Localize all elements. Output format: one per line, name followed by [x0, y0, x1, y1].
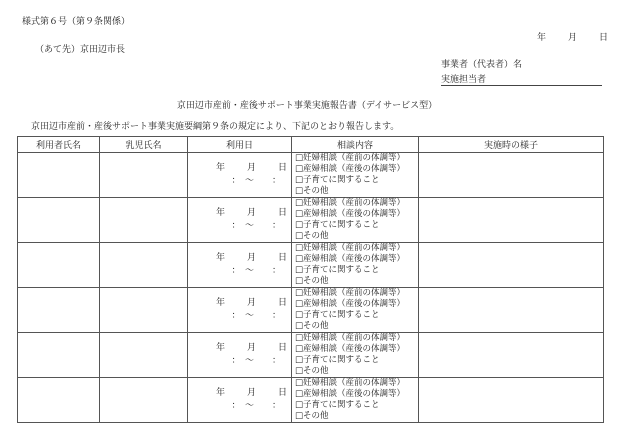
consult-checkbox-option[interactable]: □妊婦相談（産前の体調等）: [295, 153, 406, 163]
user-name-cell[interactable]: [18, 243, 100, 288]
time-range: ： ～ ：: [231, 311, 281, 321]
header-infant-name: 乳児氏名: [100, 137, 188, 153]
consult-checkbox-option[interactable]: □妊婦相談（産前の体調等）: [295, 198, 406, 208]
year-label: 年: [215, 343, 225, 353]
consult-checkbox-option[interactable]: □産婦相談（産後の体調等）: [295, 344, 406, 354]
consult-checkbox-option[interactable]: □妊婦相談（産前の体調等）: [295, 333, 406, 343]
consult-checkbox-option[interactable]: □その他: [295, 366, 329, 376]
year-label: 年: [215, 208, 225, 218]
consultation-cell: [292, 333, 419, 378]
report-date: [537, 30, 608, 43]
table-row: [18, 378, 604, 423]
consultation-cell: [292, 243, 419, 288]
time-range: ： ～ ：: [231, 176, 281, 186]
time-range: ： ～ ：: [231, 356, 281, 366]
header-notes: 実施時の様子: [419, 137, 604, 153]
staff-field[interactable]: [441, 72, 602, 86]
consult-checkbox-option[interactable]: □産婦相談（産後の体調等）: [295, 254, 406, 264]
user-name-cell[interactable]: [18, 198, 100, 243]
consult-checkbox-option[interactable]: □妊婦相談（産前の体調等）: [295, 288, 406, 298]
month-label: 月: [246, 298, 256, 308]
header-use-date: 利用日: [188, 137, 292, 153]
consultation-cell: [292, 198, 419, 243]
user-name-cell[interactable]: [18, 378, 100, 423]
user-name-cell[interactable]: [18, 288, 100, 333]
consult-checkbox-option[interactable]: □その他: [295, 411, 329, 421]
header-user-name: 利用者氏名: [18, 137, 100, 153]
notes-cell[interactable]: [419, 333, 604, 378]
date-line: [188, 252, 287, 265]
month-label: 月: [246, 388, 256, 398]
month-label: 月: [246, 208, 256, 218]
use-date-cell[interactable]: [188, 153, 292, 198]
year-label: 年: [215, 298, 225, 308]
header-consultation: 相談内容: [292, 137, 419, 153]
table-row: [18, 153, 604, 198]
date-line: [188, 297, 287, 310]
notes-cell[interactable]: [419, 198, 604, 243]
form-number: 様式第６号（第９条関係）: [22, 17, 131, 27]
date-line: [188, 207, 287, 220]
user-name-cell[interactable]: [18, 333, 100, 378]
day-label: 日: [277, 388, 287, 398]
consultation-cell: [292, 288, 419, 333]
use-date-cell[interactable]: [188, 243, 292, 288]
year-label: 年: [215, 253, 225, 263]
table-row: [18, 243, 604, 288]
notes-cell[interactable]: [419, 378, 604, 423]
operator-label: 事業者（代表者）名: [441, 60, 523, 70]
infant-name-cell[interactable]: [100, 198, 188, 243]
year-label: 年: [215, 163, 225, 173]
consult-checkbox-option[interactable]: □子育てに関すること: [295, 355, 380, 365]
infant-name-cell[interactable]: [100, 153, 188, 198]
time-range: ： ～ ：: [231, 401, 281, 411]
addressee: （あて先）京田辺市長: [35, 45, 126, 55]
year-label: 年: [215, 388, 225, 398]
consult-checkbox-option[interactable]: □子育てに関すること: [295, 220, 380, 230]
day-label: 日: [277, 343, 287, 353]
date-line: [188, 162, 287, 175]
date-line: [188, 342, 287, 355]
day-label: 日: [277, 163, 287, 173]
report-table: [17, 136, 604, 423]
use-date-cell[interactable]: [188, 378, 292, 423]
consult-checkbox-option[interactable]: □その他: [295, 276, 329, 286]
time-range: ： ～ ：: [231, 266, 281, 276]
infant-name-cell[interactable]: [100, 378, 188, 423]
notes-cell[interactable]: [419, 288, 604, 333]
use-date-cell[interactable]: [188, 198, 292, 243]
table-row: [18, 333, 604, 378]
consult-checkbox-option[interactable]: □妊婦相談（産前の体調等）: [295, 378, 406, 388]
consult-checkbox-option[interactable]: □子育てに関すること: [295, 265, 380, 275]
statement: 京田辺市産前・産後サポート事業実施要綱第９条の規定により、下記のとおり報告します。: [31, 122, 400, 132]
user-name-cell[interactable]: [18, 153, 100, 198]
infant-name-cell[interactable]: [100, 288, 188, 333]
infant-name-cell[interactable]: [100, 243, 188, 288]
notes-cell[interactable]: [419, 243, 604, 288]
use-date-cell[interactable]: [188, 288, 292, 333]
consult-checkbox-option[interactable]: □産婦相談（産後の体調等）: [295, 389, 406, 399]
consult-checkbox-option[interactable]: □その他: [295, 186, 329, 196]
month-label: 月: [568, 33, 578, 43]
consultation-cell: [292, 153, 419, 198]
staff-label: 実施担当者: [441, 75, 487, 85]
consult-checkbox-option[interactable]: □その他: [295, 231, 329, 241]
day-label: 日: [599, 33, 609, 43]
table-row: [18, 288, 604, 333]
infant-name-cell[interactable]: [100, 333, 188, 378]
day-label: 日: [277, 253, 287, 263]
notes-cell[interactable]: [419, 153, 604, 198]
day-label: 日: [277, 208, 287, 218]
document-title: 京田辺市産前・産後サポート事業実施報告書（デイサービス型）: [176, 101, 438, 111]
year-label: 年: [537, 33, 547, 43]
month-label: 月: [246, 253, 256, 263]
date-line: [188, 387, 287, 400]
use-date-cell[interactable]: [188, 333, 292, 378]
time-range: ： ～ ：: [231, 221, 281, 231]
table-row: [18, 198, 604, 243]
consult-checkbox-option[interactable]: □産婦相談（産後の体調等）: [295, 299, 406, 309]
consultation-cell: [292, 378, 419, 423]
consult-checkbox-option[interactable]: □その他: [295, 321, 329, 331]
consult-checkbox-option[interactable]: □子育てに関すること: [295, 400, 380, 410]
consult-checkbox-option[interactable]: □子育てに関すること: [295, 310, 380, 320]
month-label: 月: [246, 343, 256, 353]
consult-checkbox-option[interactable]: □産婦相談（産後の体調等）: [295, 209, 406, 219]
day-label: 日: [277, 298, 287, 308]
table-header-row: [18, 137, 604, 153]
consult-checkbox-option[interactable]: □産婦相談（産後の体調等）: [295, 164, 406, 174]
consult-checkbox-option[interactable]: □子育てに関すること: [295, 175, 380, 185]
month-label: 月: [246, 163, 256, 173]
consult-checkbox-option[interactable]: □妊婦相談（産前の体調等）: [295, 243, 406, 253]
